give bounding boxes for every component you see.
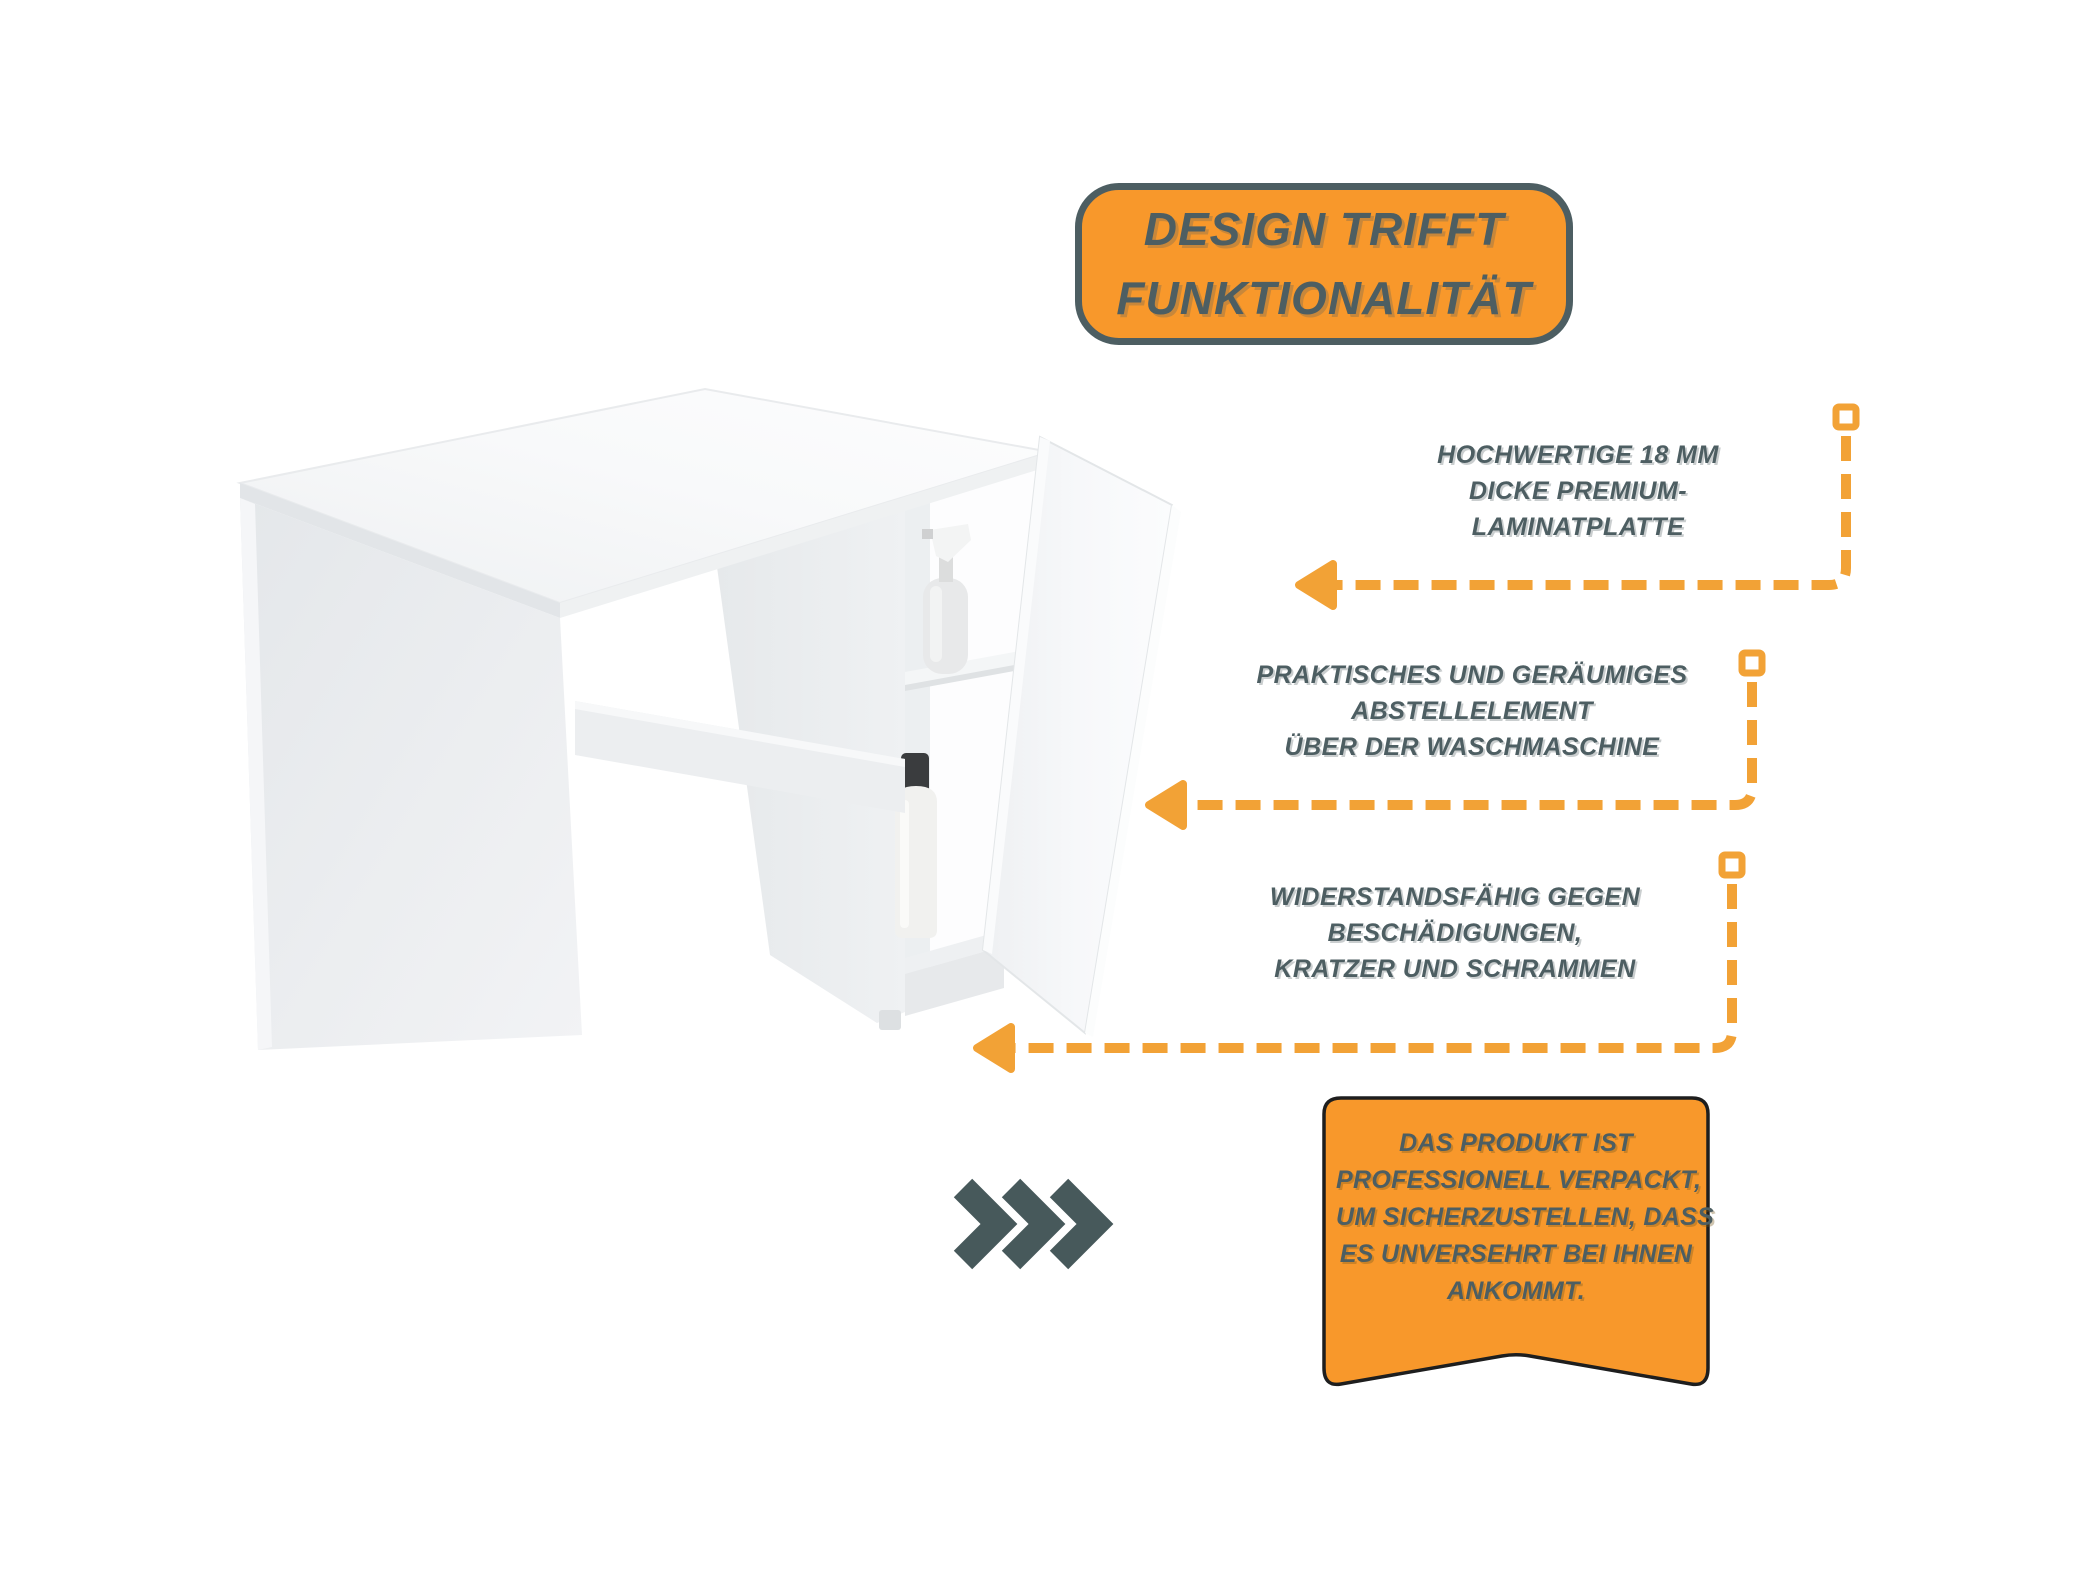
washing-machine-cabinet-render (240, 389, 1181, 1050)
arrowhead-left-icon (1299, 564, 1333, 606)
callout-line: ÜBER DER WASCHMASCHINE (1284, 733, 1660, 761)
cabinet-foot (879, 1010, 901, 1030)
callout-line: LAMINATPLATTE (1471, 513, 1685, 541)
ribbon-line: PROFESSIONELL VERPACKT, (1336, 1166, 1702, 1194)
headline-badge (1075, 183, 1573, 345)
ribbon-line: UM SICHERZUSTELLEN, DASS (1336, 1203, 1715, 1231)
headline-badge-line: FUNKTIONALITÄT (1116, 272, 1532, 324)
ribbon-line: ANKOMMT. (1446, 1277, 1586, 1305)
arrowhead-left-icon (1149, 784, 1183, 826)
callout-line: ABSTELLELEMENT (1351, 697, 1593, 725)
callout-line: KRATZER UND SCHRAMMEN (1274, 955, 1636, 983)
callout-line: BESCHÄDIGUNGEN, (1327, 919, 1583, 947)
feature-callout-storage (1192, 657, 1752, 765)
callout-line: DICKE PREMIUM- (1468, 477, 1688, 505)
triple-chevron-icon (963, 1188, 1095, 1260)
headline-badge-line: DESIGN TRIFFT (1143, 203, 1505, 255)
feature-callout-durability (1175, 879, 1735, 987)
ribbon-line: ES UNVERSEHRT BEI IHNEN (1339, 1240, 1693, 1268)
connector-square-icon (1836, 407, 1856, 427)
arrowhead-left-icon (977, 1027, 1011, 1069)
callout-line: PRAKTISCHES UND GERÄUMIGES (1256, 661, 1688, 689)
ribbon-line: DAS PRODUKT IST (1399, 1129, 1633, 1157)
callout-line: HOCHWERTIGE 18 MM (1437, 441, 1719, 469)
packaging-ribbon-text (1336, 1125, 1715, 1310)
callout-line: WIDERSTANDSFÄHIG GEGEN (1269, 883, 1641, 911)
feature-callout-laminate (1298, 437, 1858, 545)
connector-square-icon (1722, 855, 1742, 875)
